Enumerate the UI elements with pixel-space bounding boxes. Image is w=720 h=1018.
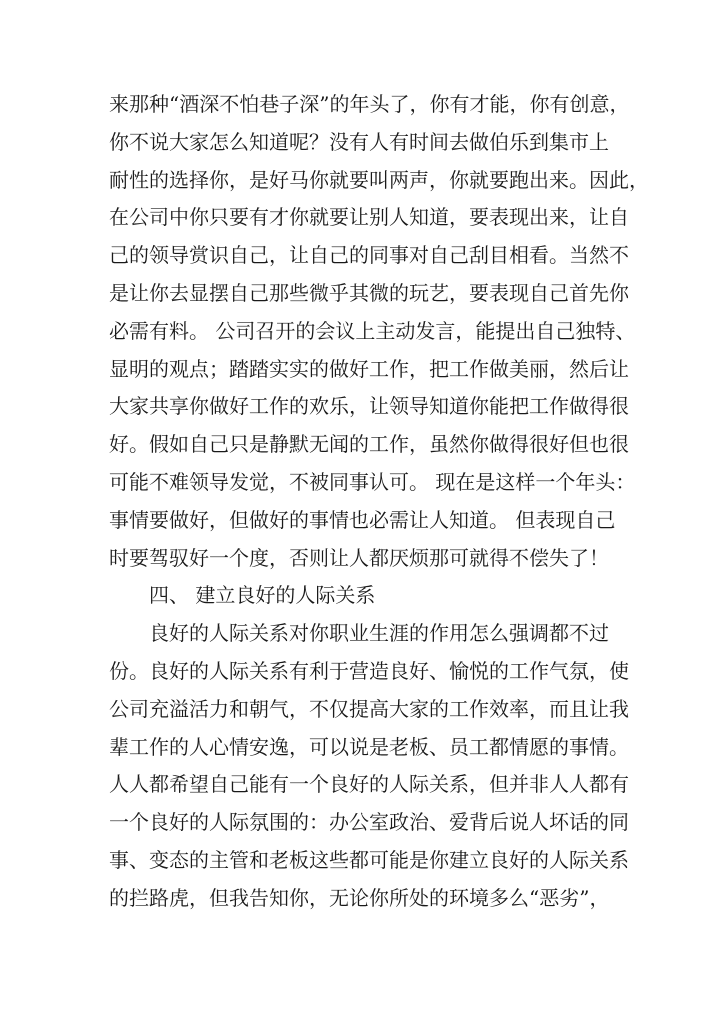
text-line: 公司充溢活力和朝气，不仅提高大家的工作效率，而且让我 — [109, 696, 629, 721]
text-line: 良好的人际关系对你职业生涯的作用怎么强调都不过 — [149, 621, 609, 646]
text-line: 是让你去显摆自己那些微乎其微的玩艺，要表现自己首先你 — [109, 280, 629, 305]
text-line: 必需有料。 公司召开的会议上主动发言，能提出自己独特、 — [109, 318, 636, 343]
text-line: 显明的观点；踏踏实实的做好工作，把工作做美丽，然后让 — [109, 356, 629, 381]
text-line: 份。良好的人际关系有利于营造良好、愉悦的工作气氛，使 — [109, 658, 629, 683]
body-text — [109, 86, 649, 918]
text-line: 辈工作的人心情安逸，可以说是老板、员工都情愿的事情。 — [109, 734, 629, 759]
text-line: 时要驾驭好一个度，否则让人都厌烦那可就得不偿失了！ — [109, 545, 609, 570]
text-line: 的拦路虎，但我告知你，无论你所处的环境多么“恶劣”， — [109, 885, 610, 910]
text-line: 来那种“酒深不怕巷子深”的年头了，你有才能，你有创意， — [109, 92, 630, 116]
text-line: 事情要做好，但做好的事情也必需让人知道。 但表现自己 — [109, 507, 616, 532]
text-line: 在公司中你只要有才你就要让别人知道，要表现出来，让自 — [109, 205, 629, 230]
text-line: 事、变态的主管和老板这些都可能是你建立良好的人际关系 — [109, 847, 629, 872]
text-line: 好。假如自己只是静默无闻的工作，虽然你做得很好但也很 — [109, 432, 629, 457]
text-line: 一个良好的人际氛围的：办公室政治、爱背后说人坏话的同 — [109, 810, 629, 835]
section-heading: 四、 建立良好的人际关系 — [149, 583, 376, 608]
text-line: 大家共享你做好工作的欢乐，让领导知道你能把工作做得很 — [109, 394, 629, 419]
text-line: 你不说大家怎么知道呢？没有人有时间去做伯乐到集市上 — [109, 129, 609, 154]
text-line: 耐性的选择你，是好马你就要叫两声，你就要跑出来。因此， — [109, 167, 649, 192]
text-line: 己的领导赏识自己，让自己的同事对自己刮目相看。当然不 — [109, 243, 629, 268]
text-line: 人人都希望自己能有一个良好的人际关系，但并非人人都有 — [109, 772, 629, 797]
text-line: 可能不难领导发觉，不被同事认可。 现在是这样一个年头： — [109, 469, 636, 494]
